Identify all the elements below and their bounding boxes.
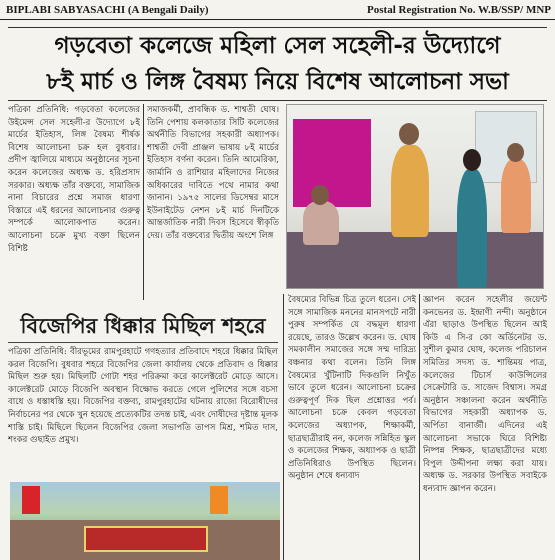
flag — [22, 486, 40, 514]
story1-column-2: সমাজকর্মী, প্রাবন্ধিক ড. শাশ্বতী ঘোষ। তিনি পেশায় কলকাতার সিটি কলেজের অর্থনীতি বিভাগের সহকারী অধ্যাপক। শাশ্বতী দেবী প্রাঞ্জল ভাষায় ৮ই মার্চের ইতিহাস বর্ণনা করেন। তিনি আমেরিকা, জার্মানি ও রাশিয়ার মহিলাদের নিজের অধিকারের দাবিতে পথে নামার কথা জানান। ১৯৭৫ সালের ডিসেম্বর মাসে ইউনাইটেড নেশন ৮ই মার্চ দিনটিকে আন্তর্জাতিক নারী দিবস হিসেবে স্বীকৃতি দেয়। তাঁর বক্তব্যের দ্বিতীয় অংশে লিঙ্গ — [147, 105, 279, 241]
man-standing — [391, 145, 429, 237]
story1-continuation-column-1: বৈষম্যের বিভিন্ন চিত্র তুলে ধরেন। সেই সঙ্গে সামাজিক মননের মানসপটে নারী পুরুষ সম্পর্কিত যে বদ্ধমূল ধারণা রয়েছে, তারও উল্লেখ করেন। ড. ঘোষ সমকালীন সমাজের সঙ্গে সম্ম দারিদ্র্য বঞ্চনার কথা বলেন। তিনি লিঙ্গ বৈষম্যের খুঁটিনাটি দিকগুলি নিখুঁত ভাবে তুলে ধরেন। আলোচনা চক্রের গুরুত্বপূর্ণ দিক ছিল প্রশ্নোত্তর পর্ব। আলোচনা চক্রে কেবল গড়বেতা কলেজের অধ্যাপক, শিক্ষাকর্মী, ছাত্রছাত্রীরাই নন, কলেজ সন্নিহিত স্কুল ও কলেজের শিক্ষক, অধ্যাপক ও ছাত্রী প্রতিনিধিরাও উপস্থিত ছিলেন। অনুষ্ঠান শেষে ধন্যবাদ — [288, 295, 416, 482]
masthead — [0, 0, 555, 20]
woman-seated-head — [507, 143, 524, 162]
column-divider — [283, 294, 284, 560]
rally-banner — [84, 526, 208, 552]
postal-registration: Postal Registration No. W.B/SSP/ MNP — [367, 3, 551, 16]
story2-headline: বিজেপির ধিক্কার মিছিল শহরে — [8, 310, 278, 343]
column-divider — [419, 294, 420, 560]
main-headline — [8, 27, 547, 101]
headline-line-1: গড়বেতা কলেজে মহিলা সেল সহেলী-র উদ্যোগে — [54, 33, 501, 59]
woman-head — [463, 149, 481, 171]
woman-seated — [501, 159, 531, 233]
newspaper-name: BIPLABI SABYASACHI (A Bengali Daily) — [6, 3, 209, 16]
headline-line-2: ৮ই মার্চ ও লিঙ্গ বৈষম্য নিয়ে বিশেষ আলোচনা সভা — [46, 69, 509, 95]
speaker-seated — [303, 201, 339, 245]
pink-banner — [293, 119, 371, 207]
speaker-head — [311, 185, 329, 205]
rally-photo — [10, 482, 280, 560]
seminar-photo — [286, 104, 544, 289]
story1-column-1: পত্রিকা প্রতিনিধি: গড়বেতা কলেজের উইমেন্স সেল সহেলী-র উদ্যোগে ৮ই মার্চের ইতিহাস, লিঙ্গ বৈষম্য শীর্ষক বিশেষ আলোচনা চক্র হল বুধবার। প্রদীপ জ্বালিয়ে মাধ্যমে অনুষ্ঠানের সূচনা করেন কলেজের অধ্যক্ষ ড. হরিপ্রসাদ সরকার। অধ্যক্ষ তাঁর বক্তব্যে, সামাজিক নানা বিচারের প্রশ্নে সমাজ ধারণা বিস্তারে এই ধরনের আলোচনার গুরুত্ব সম্পর্কে আলোকপাত করেন। আলোচনা চক্রে মুখ্য বক্তা ছিলেন বিশিষ্ট — [8, 105, 140, 254]
woman-in-saree — [457, 169, 487, 289]
story1-continuation-column-2: জ্ঞাপন করেন সহেলীর জয়েন্ট কনভেনর ড. ইন্দ্রাণী নন্দী। অনুষ্ঠানে এঁরা ছাড়াও উপস্থিত ছিলেন আই কিউ এ সি-র কো অর্ডিনেটর ড. সুশীল কুমার ঘোষ, কলেজ পরিচালন সমিতির সদস্য ড. শান্তিময় পাত্র, কলেজের টিচার্স কাউন্সিলের সেক্রেটারি ড. সাজেদ বিশ্বাস। সমগ্র অনুষ্ঠান সঞ্চালনা করেন অর্থনীতি বিভাগের সহকারী অধ্যাপক ড. অর্পিতা বানার্জী। এদিনের এই আলোচনা সভাকে ঘিরে বিশিষ্ট্য নিষ্পন্ন শিক্ষক, ছাত্রছাত্রীদের মধ্যে বিপুল উদ্দীপনা লক্ষ্য করা যায়। অধ্যক্ষ ড. সরকার উপস্থিত সবাইকে ধন্যবাদ জ্ঞাপন করেন। — [423, 295, 547, 494]
story2-body: পত্রিকা প্রতিনিধি: বীরভূমের রামপুরহাটে গণহত্যার প্রতিবাদে শহরে ধিক্কার মিছিল করল বিজেপি। বুধবার শহরে বিজেপির জেলা কার্যালয় থেকে প্রতিবাদ ও ধিক্কার মিছিল শুরু হয়। মিছিলটি গোটা শহর পরিক্রমা করে কালেক্টরেট মোড়ে আসে। কালেক্টরেট মোড়ে বিজেপি অবস্থান বিক্ষোভ করতে গেলে পুলিশের সঙ্গে বচসা বাধে ও ধস্তাধস্তি হয়। বিজেপির বক্তব্য, রামপুরহাটের ঘটনায় রাজ্যে বিরোধীদের নির্বাচনের পর থেকে খুন হয়েছে প্রত্যেকটির তদন্ত চাই, এবং দোষীদের দৃষ্টান্ত মূলক শাস্তি চাই। মিছিলে ছিলেন বিজেপির জেলা সভাপতি তাপস মিশ্র, শমিত দাস, শংকর গুছাইত প্রমুখ। — [8, 347, 278, 446]
flag — [210, 486, 228, 514]
man-head — [399, 123, 419, 145]
column-divider — [143, 104, 144, 300]
